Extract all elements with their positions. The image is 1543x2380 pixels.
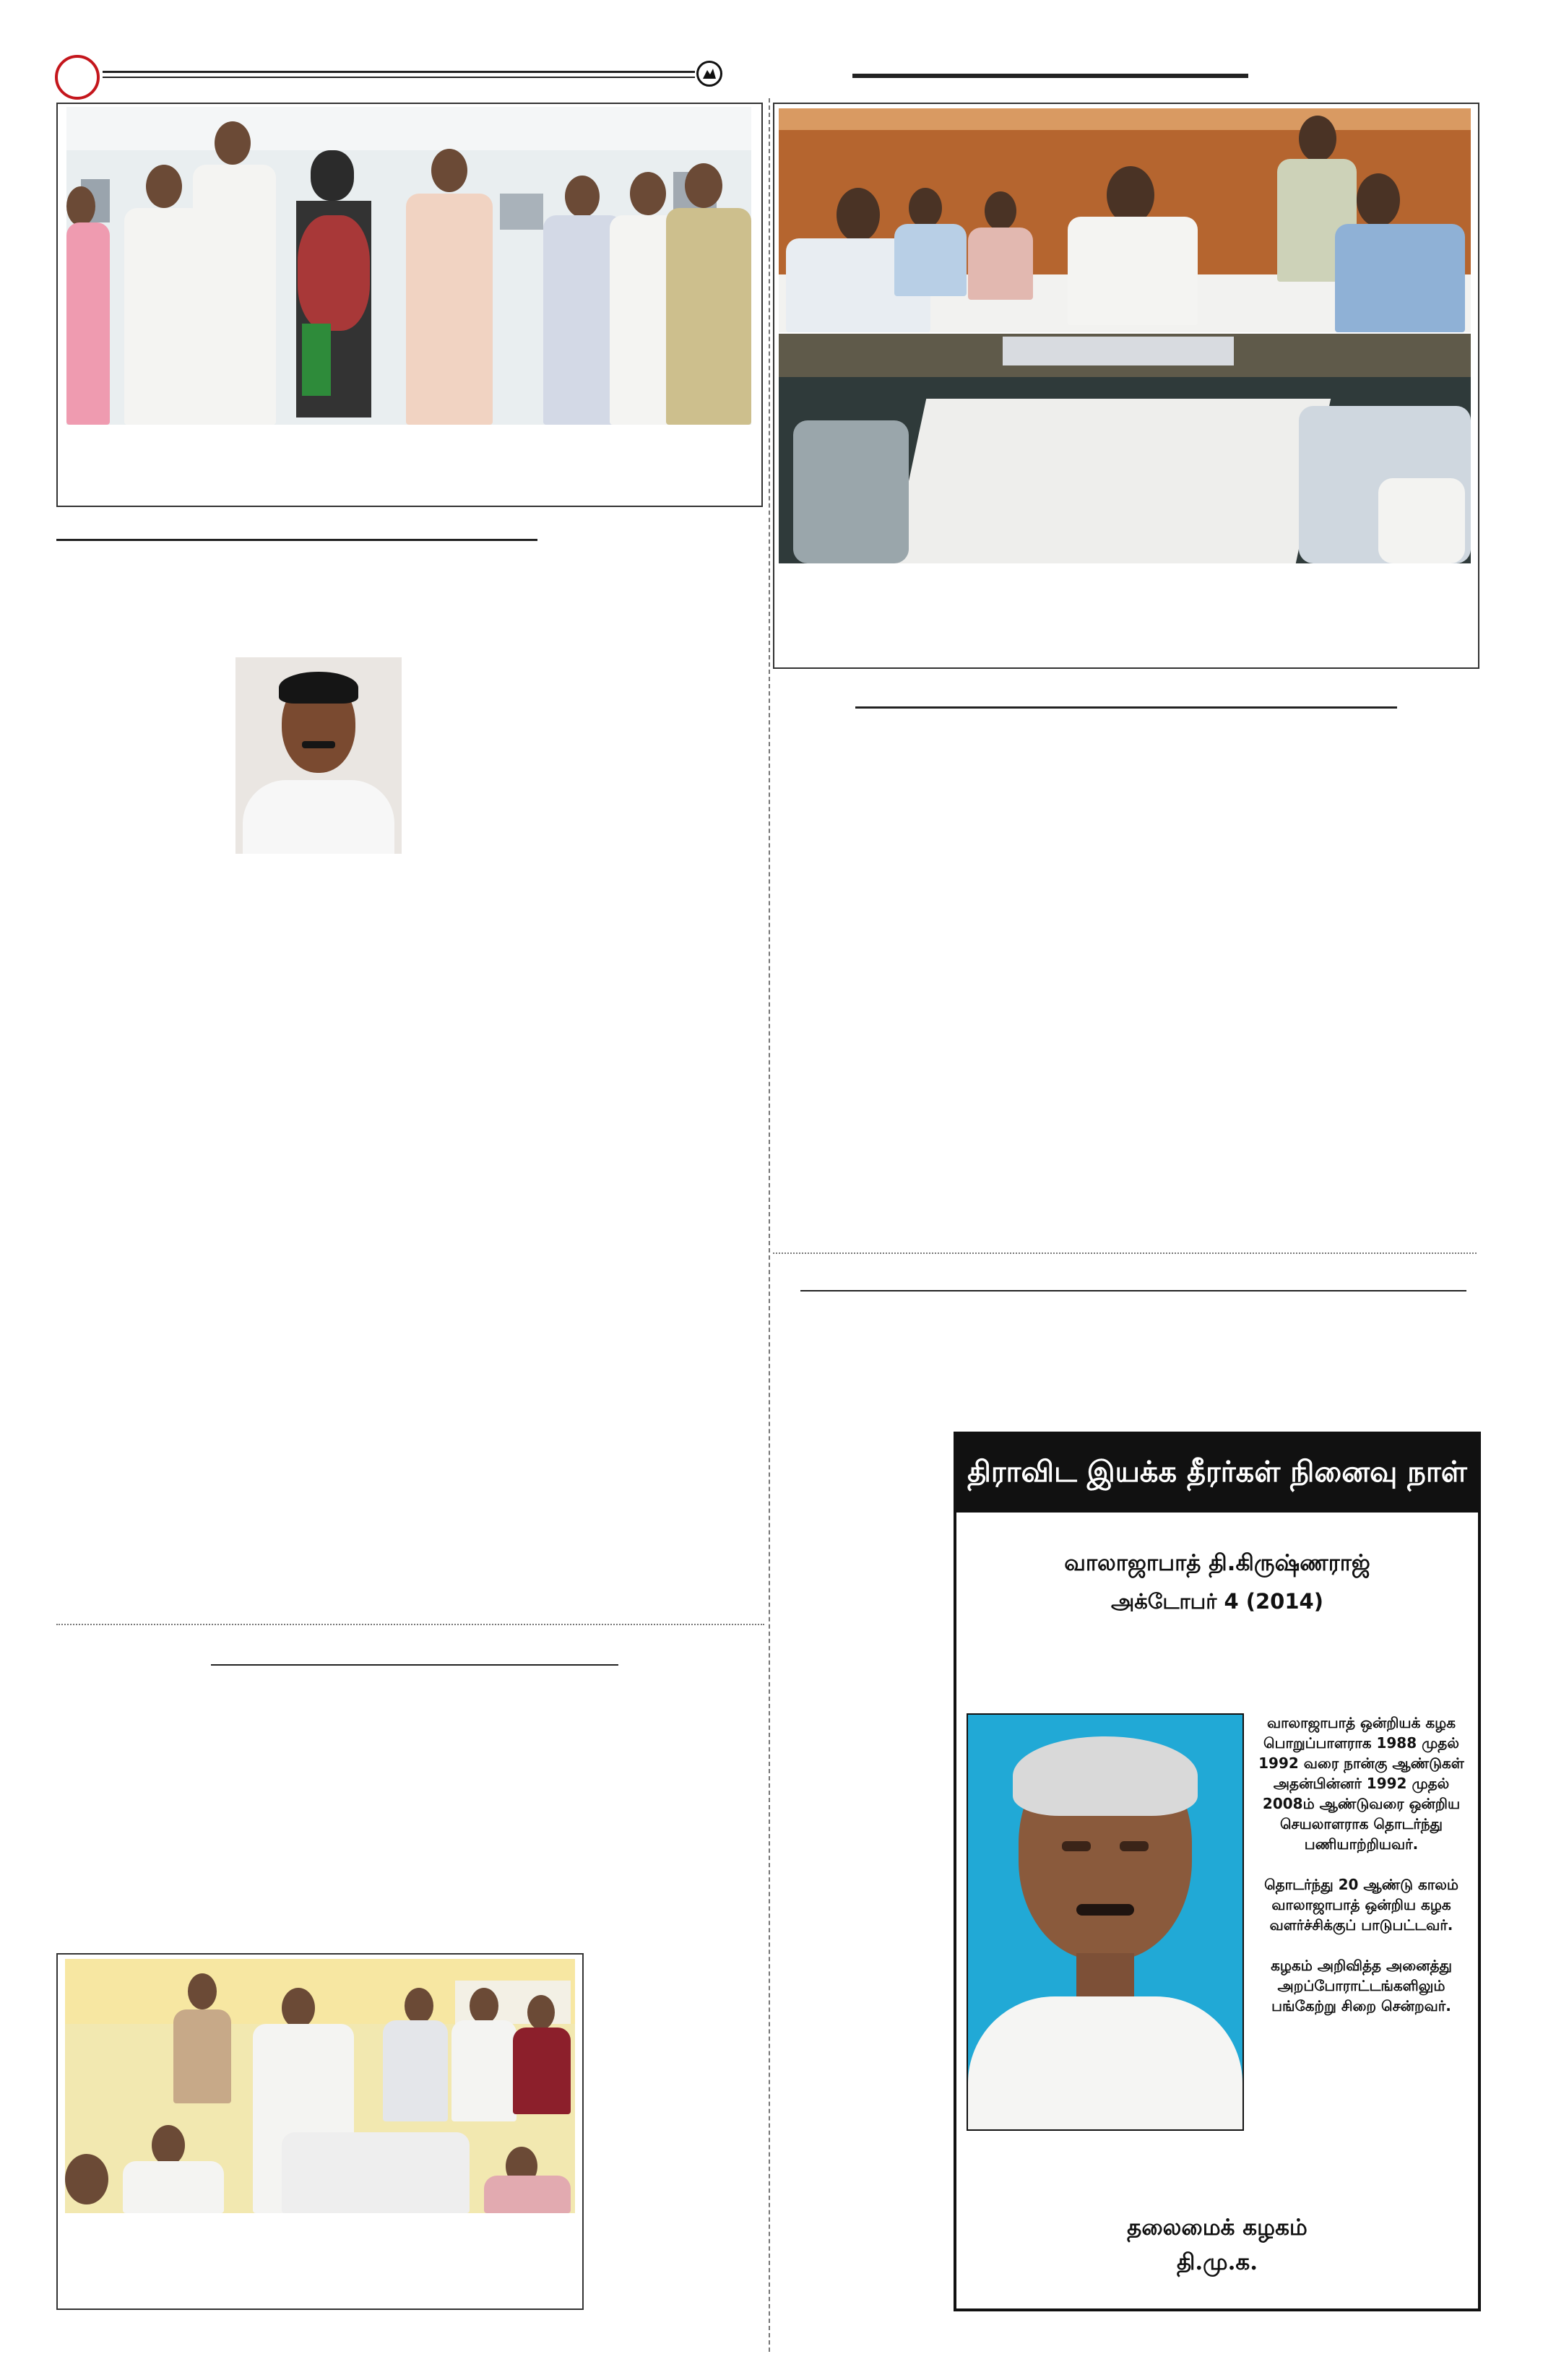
page-marker-circle (55, 55, 100, 100)
memorial-biography (1258, 1713, 1464, 2036)
photo-statue-tribute (66, 107, 751, 425)
memorial-banner: திராவிட இயக்க தீரர்கள் நினைவு நாள் (956, 1435, 1478, 1513)
right-section-separator (773, 1252, 1477, 1254)
column-divider (769, 98, 770, 2352)
memorial-bio-paragraph: தொடர்ந்து 20 ஆண்டு காலம் வாலாஜாபாத் ஒன்றிய கழக வளர்ச்சிக்குப் பாடுபட்டவர். (1264, 1876, 1458, 1934)
right-column-header-rule (852, 74, 1248, 78)
memorial-footer-party: தி.மு.க. (1176, 2249, 1258, 2275)
masthead-logo-icon (696, 61, 722, 87)
masthead-rule-bottom (103, 77, 695, 78)
memorial-name: வாலாஜாபாத் தி.கிருஷ்ணராஜ் (1064, 1550, 1370, 1576)
memorial-bio-paragraph: வாலாஜாபாத் ஒன்றியக் கழக பொறுப்பாளராக 1988 முதல் 1992 வரை நான்கு ஆண்டுகள் அதன்பின்னர் 1992 முதல் 2008ம் ஆண்டுவரை ஒன்றிய செயலாளராக தொடர்ந்து பணியாற்றியவர். (1258, 1714, 1464, 1853)
memorial-advertisement (954, 1432, 1481, 2311)
right-headline-rule-2 (800, 1290, 1466, 1291)
masthead-rule-top (103, 71, 695, 73)
memorial-bio-paragraph: கழகம் அறிவித்த அனைத்து அறப்போராட்டங்களிலும் பங்கேற்று சிறை சென்றவர். (1271, 1957, 1452, 2015)
photo-gathering (65, 1959, 575, 2213)
photo-meeting-top (779, 108, 1471, 332)
photo-portrait-leader (235, 657, 402, 854)
memorial-date: அக்டோபர் 4 (2014) (1111, 1589, 1323, 1614)
memorial-footer-org: தலைமைக் கழகம் (1127, 2215, 1308, 2241)
memorial-portrait (967, 1713, 1244, 2131)
right-headline-rule-1 (855, 706, 1397, 709)
photo-meeting-bottom (779, 334, 1471, 563)
left-headline-rule-1 (56, 539, 537, 541)
left-headline-rule-2 (211, 1664, 618, 1666)
left-section-separator (56, 1624, 764, 1625)
